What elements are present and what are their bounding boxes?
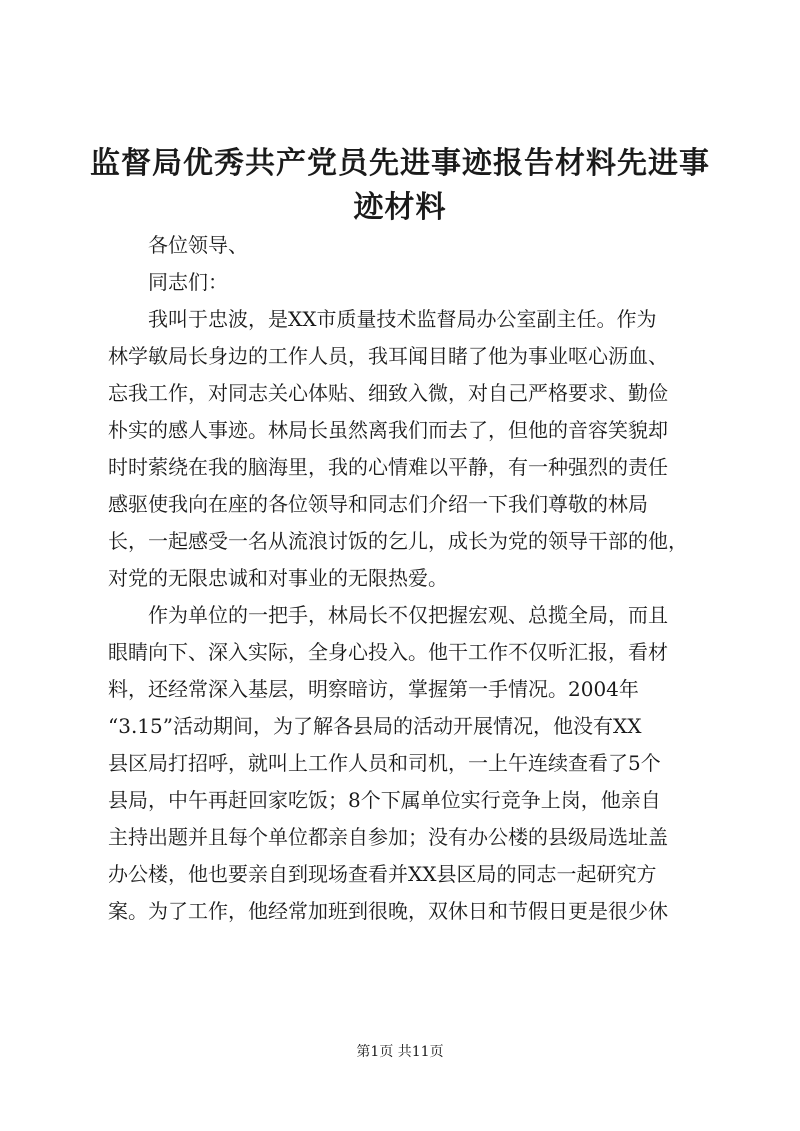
paragraph-introduction [108,301,708,597]
title-line-1: 监督局优秀共产党员先进事迹报告材料先进事 [90,146,710,181]
text-line: 料，还经常深入基层，明察暗访，掌握第一手情况。2004年 [108,677,639,701]
text-line: 作为单位的一把手，林局长不仅把握宏观、总揽全局，而且 [148,603,668,627]
paragraph-work-style [108,597,708,930]
text-line: 对党的无限忠诚和对事业的无限热爱。 [108,566,448,590]
text-line: 感驱使我向在座的各位领导和同志们介绍一下我们尊敬的林局 [108,492,648,516]
text-line: 县局，中午再赶回家吃饭；8个下属单位实行竞争上岗，他亲自 [108,788,661,812]
document-body [108,227,708,930]
title-line-2: 迹材料 [353,190,447,225]
page-number: 第1页 共11页 [356,1044,444,1060]
text-line: 办公楼，他也要亲自到现场查看并XX县区局的同志一起研究方 [108,862,657,886]
text-line: 忘我工作，对同志关心体贴、细致入微，对自己严格要求、勤俭 [108,381,668,405]
text-line: 主持出题并且每个单位都亲自参加；没有办公楼的县级局选址盖 [108,825,668,849]
text-line: 长，一起感受一名从流浪讨饭的乞儿，成长为党的领导干部的他， [108,529,688,553]
text-line: “3.15”活动期间，为了解各县局的活动开展情况，他没有XX [108,714,642,738]
text-line: 眼睛向下、深入实际，全身心投入。他干工作不仅听汇报，看材 [108,640,668,664]
text-line: 林学敏局长身边的工作人员，我耳闻目睹了他为事业呕心沥血、 [108,344,668,368]
text-line: 同志们： [148,270,228,294]
document-title [60,142,740,230]
text-line: 朴实的感人事迹。林局长虽然离我们而去了，但他的音容笑貌却 [108,418,668,442]
paragraph-salutation-1 [108,227,708,264]
paragraph-salutation-2 [108,264,708,301]
text-line: 时时萦绕在我的脑海里，我的心情难以平静，有一种强烈的责任 [108,455,668,479]
text-line: 县区局打招呼，就叫上工作人员和司机，一上午连续查看了5个 [108,751,661,775]
text-line: 各位领导、 [148,233,248,257]
text-line: 我叫于忠波，是XX市质量技术监督局办公室副主任。作为 [148,307,657,331]
text-line: 案。为了工作，他经常加班到很晚，双休日和节假日更是很少休 [108,899,668,923]
